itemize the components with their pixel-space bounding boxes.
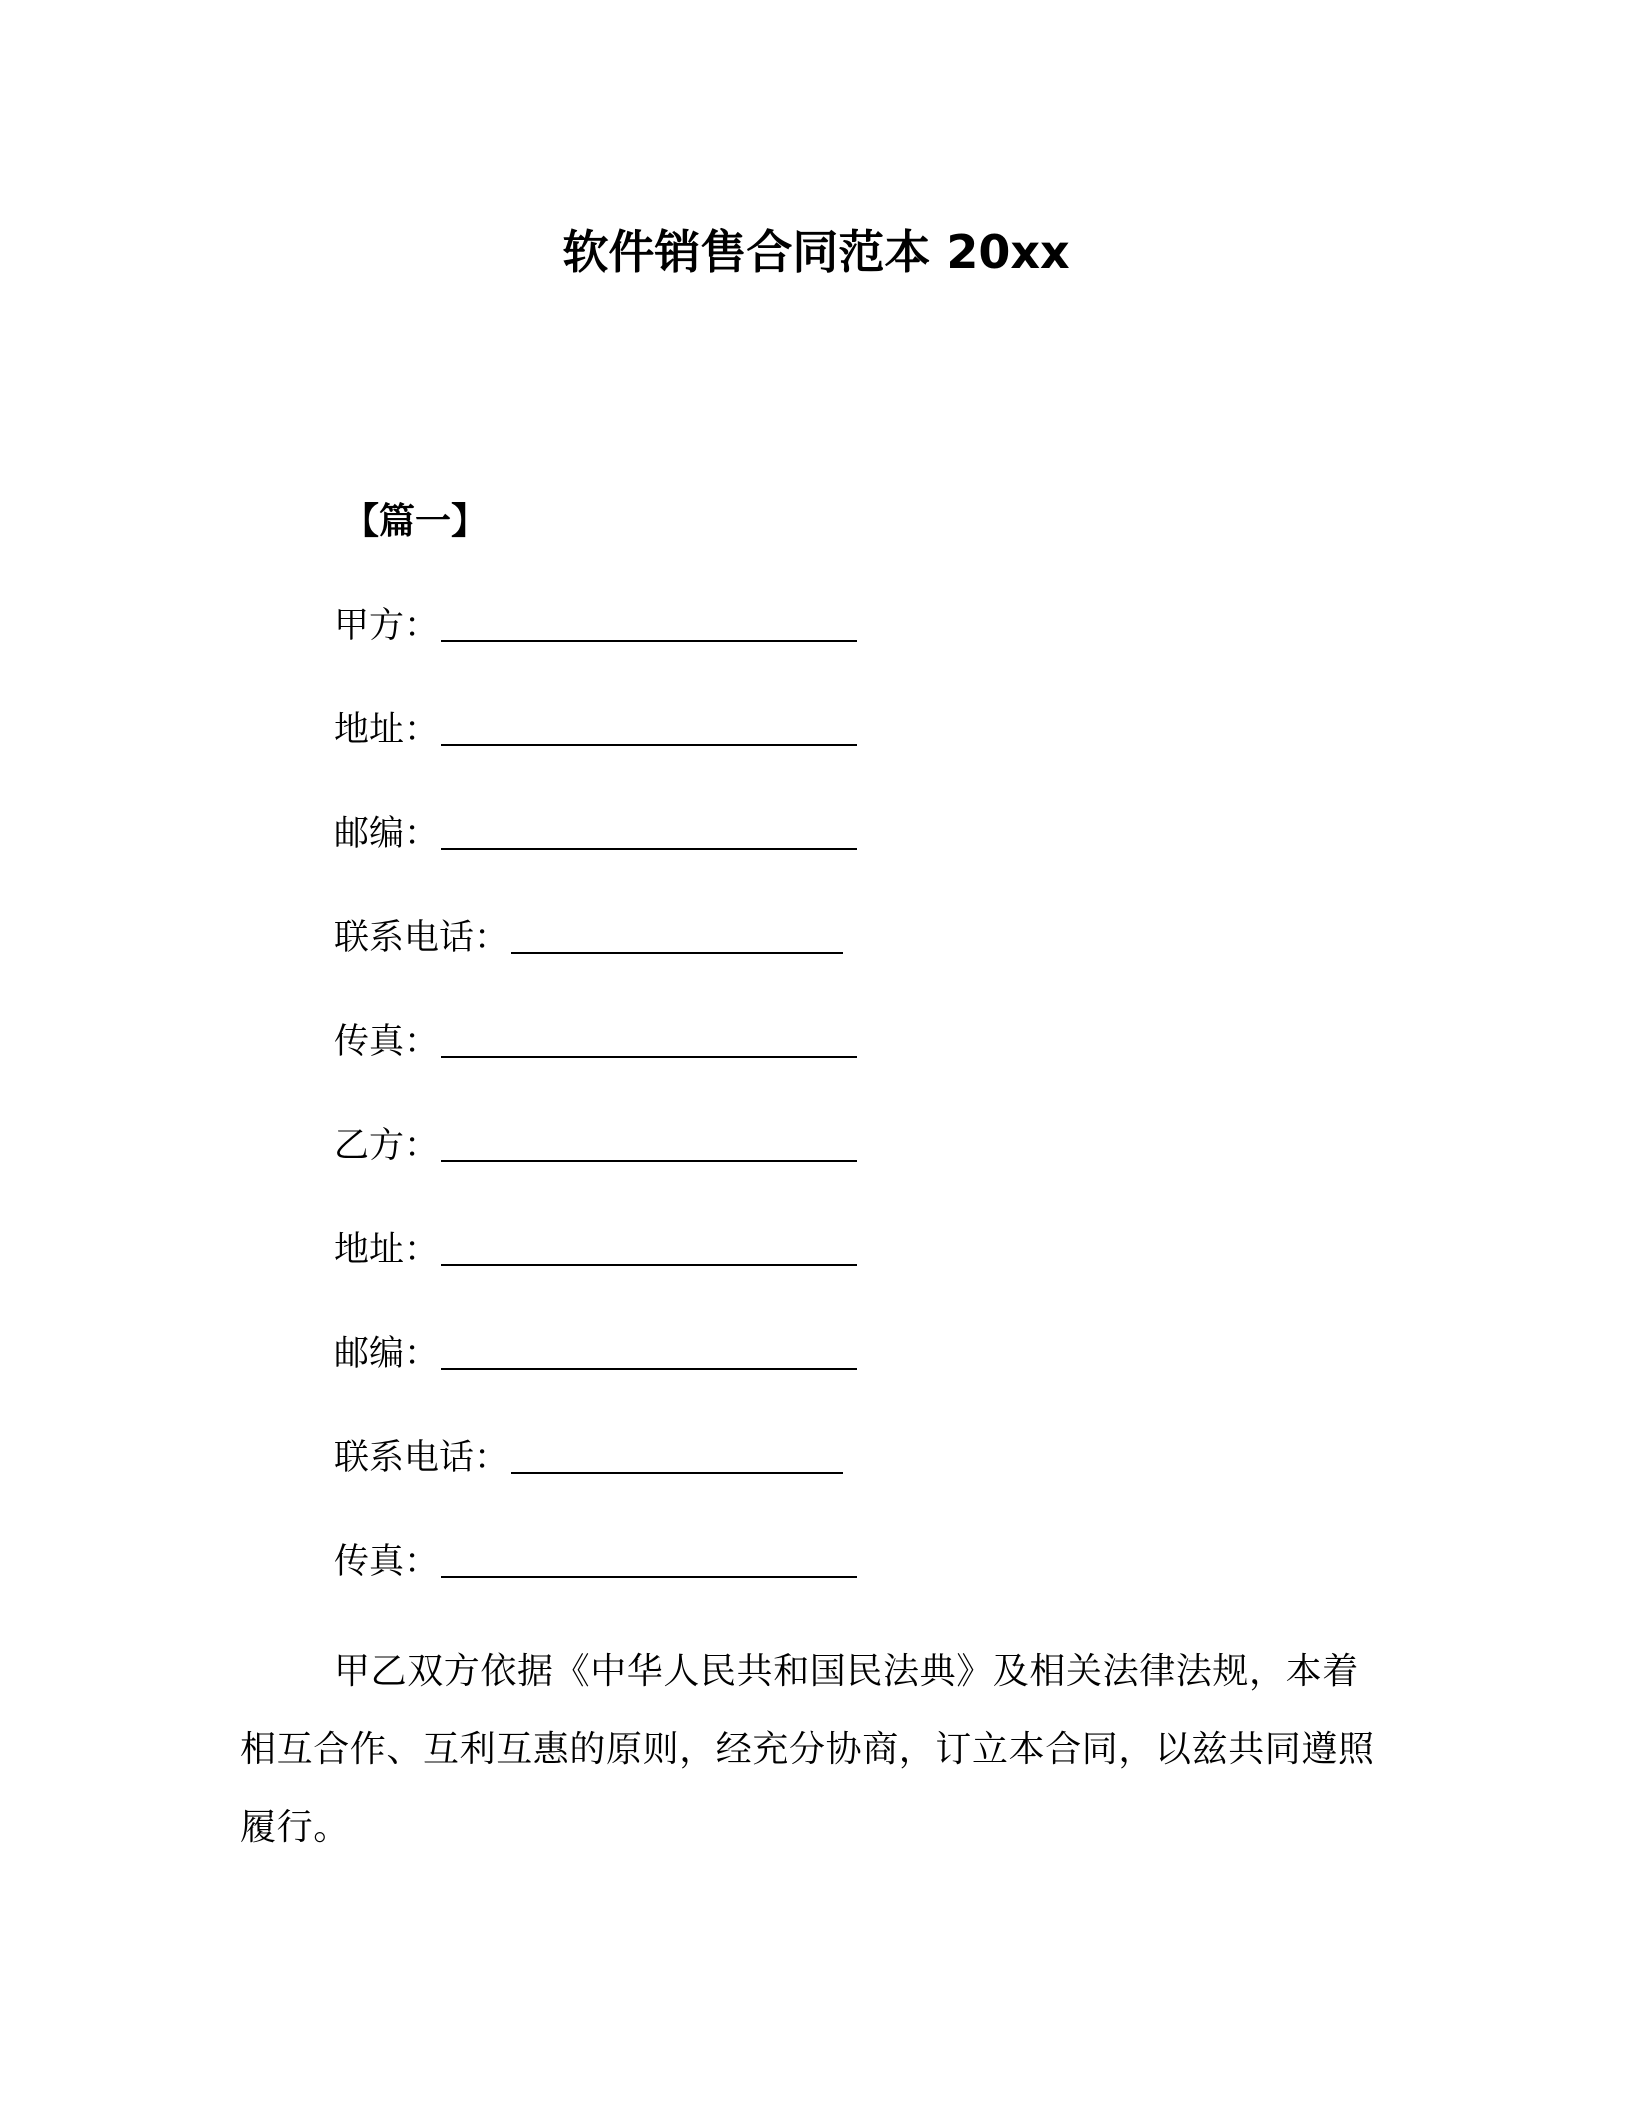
blank-line (441, 602, 857, 642)
party-b-postcode-field (334, 1330, 1434, 1434)
blank-line (441, 706, 857, 746)
blank-line (441, 810, 857, 850)
field-label: 地址： (334, 1230, 440, 1270)
blank-line (441, 1538, 857, 1578)
field-label: 甲方： (334, 606, 440, 646)
contract-intro-paragraph: 甲乙双方依据《中华人民共和国民法典》及相关法律法规，本着相互合作、互利互惠的原则，经充分协商，订立本合同，以兹共同遵照履行。 (240, 1651, 1375, 1848)
field-label: 乙方： (334, 1126, 440, 1166)
party-b-phone-field (334, 1434, 1434, 1538)
party-a-name-field (334, 602, 1434, 706)
party-info-fields (334, 602, 1434, 1642)
blank-line (441, 1226, 857, 1266)
document-title: 软件销售合同范本 20xx (562, 225, 1070, 279)
party-a-postcode-field (334, 810, 1434, 914)
party-b-address-field (334, 1226, 1434, 1330)
field-label: 传真： (334, 1542, 440, 1582)
field-label: 邮编： (334, 1334, 440, 1374)
blank-line (441, 1330, 857, 1370)
field-label: 联系电话： (334, 918, 510, 958)
party-b-fax-field (334, 1538, 1434, 1642)
party-a-phone-field (334, 914, 1434, 1018)
party-b-name-field (334, 1122, 1434, 1226)
field-label: 联系电话： (334, 1438, 510, 1478)
blank-line (511, 1434, 843, 1474)
blank-line (441, 1122, 857, 1162)
field-label: 地址： (334, 710, 440, 750)
party-a-fax-field (334, 1018, 1434, 1122)
field-label: 传真： (334, 1022, 440, 1062)
blank-line (511, 914, 843, 954)
field-label: 邮编： (334, 814, 440, 854)
party-a-address-field (334, 706, 1434, 810)
section-heading: 【篇一】 (343, 501, 488, 542)
blank-line (441, 1018, 857, 1058)
